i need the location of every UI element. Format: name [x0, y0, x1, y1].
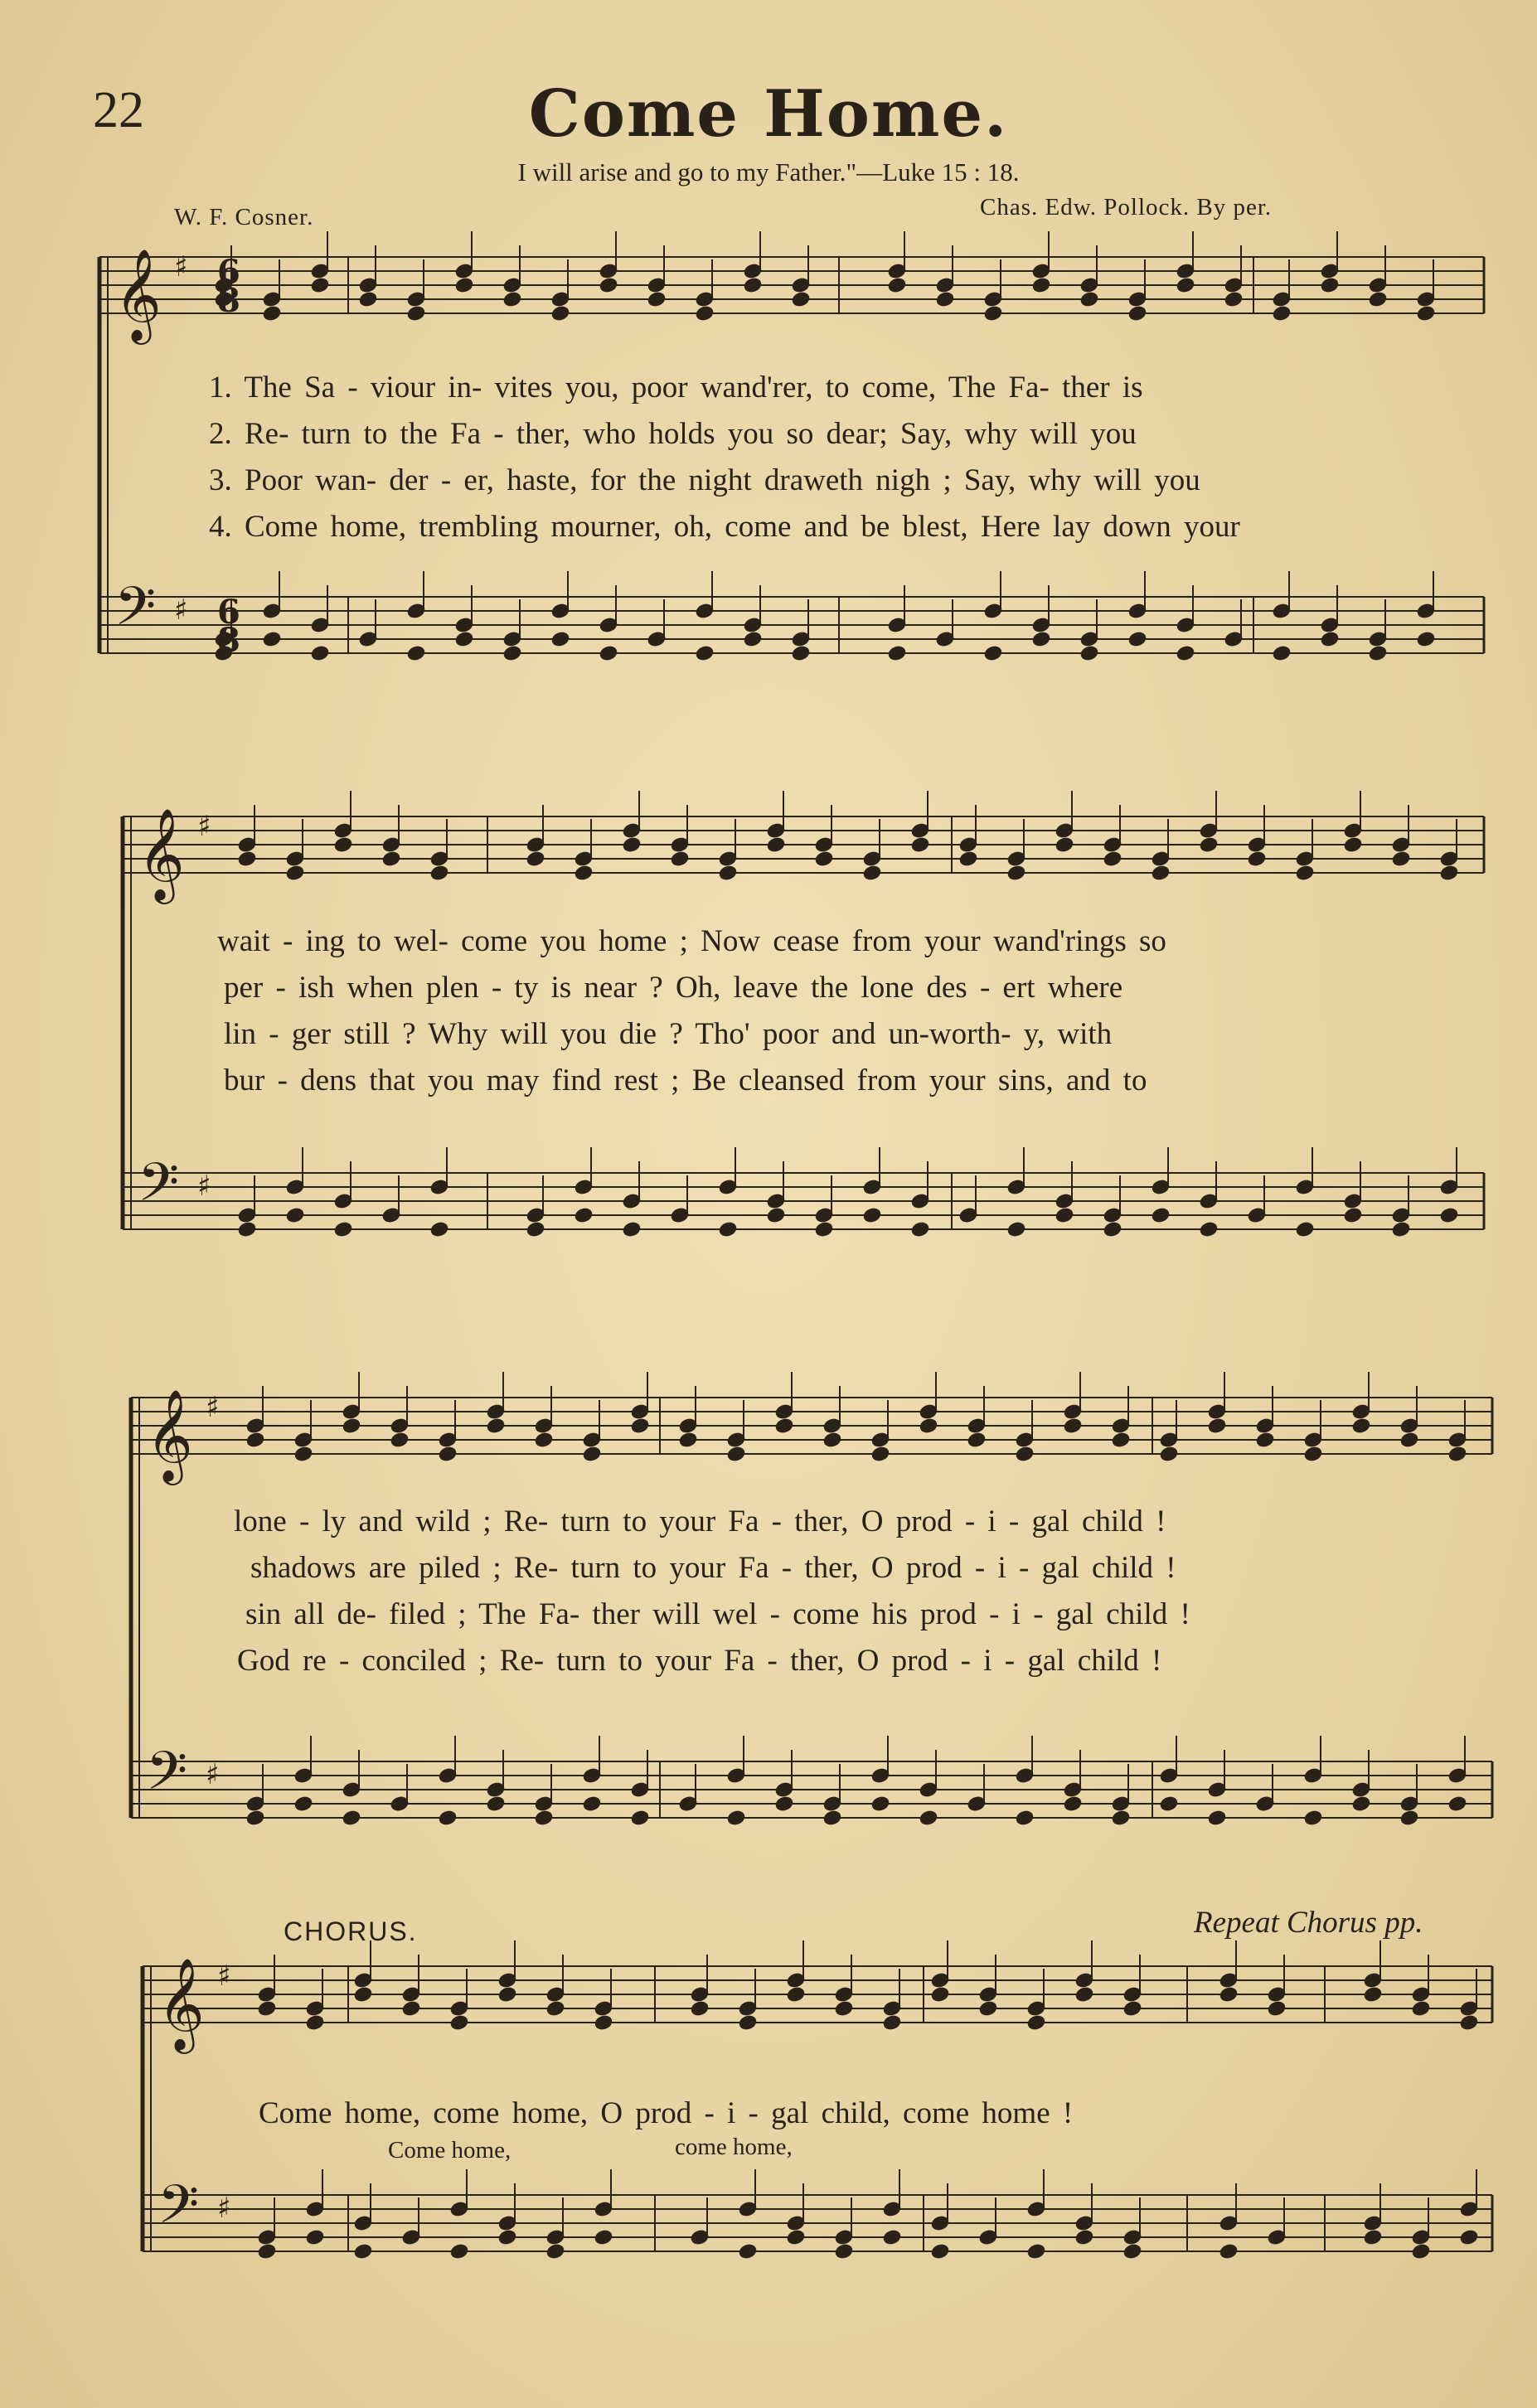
note-head-icon — [333, 836, 353, 854]
system1-verse-2: 2. Re- turn to the Fa - ther, who holds you so dear; Say, why will you — [209, 417, 1137, 451]
note-head-icon — [983, 305, 1003, 322]
note-head-icon — [695, 645, 715, 662]
note-head-icon — [870, 1795, 890, 1813]
note-head-icon — [1127, 631, 1147, 648]
note-head-icon — [237, 850, 257, 868]
system1-verse-1: 1. The Sa - viour in- vites you, poor wand'rer, to come, The Fa- ther is — [209, 371, 1143, 405]
treble-clef-icon: 𝄞 — [138, 807, 185, 900]
note-head-icon — [887, 645, 907, 662]
note-head-icon — [534, 1432, 554, 1449]
note-head-icon — [1151, 1207, 1171, 1224]
note-head-icon — [1320, 631, 1340, 648]
system1-verse-4: 4. Come home, trembling mourner, oh, come and be blest, Here lay down your — [209, 510, 1240, 544]
note-head-icon — [1411, 2243, 1431, 2260]
note-head-icon — [1063, 1795, 1083, 1813]
note-head-icon — [870, 1446, 890, 1463]
note-head-icon — [1159, 1446, 1179, 1463]
note-head-icon — [1127, 305, 1147, 322]
note-head-icon — [678, 1432, 698, 1449]
note-head-icon — [1122, 2000, 1142, 2018]
composer-credit: W. F. Cosner. — [174, 204, 314, 230]
note-head-icon — [935, 291, 955, 308]
note-head-icon — [670, 850, 690, 868]
note-head-icon — [1447, 1446, 1467, 1463]
note-head-icon — [978, 2000, 998, 2018]
note-head-icon — [862, 1207, 882, 1224]
note-head-icon — [333, 1221, 353, 1238]
note-head-icon — [594, 2014, 613, 2032]
treble-clef-icon: 𝄞 — [158, 1957, 205, 2050]
note-head-icon — [497, 2229, 517, 2246]
system2-verse-4: bur - dens that you may find rest ; Be cleansed from your sins, and to — [224, 1063, 1147, 1097]
note-head-icon — [1015, 1810, 1035, 1827]
note-head-icon — [1391, 1221, 1411, 1238]
bass-clef-icon: 𝄢 — [146, 1741, 188, 1815]
note-head-icon — [502, 291, 522, 308]
note-head-icon — [1176, 277, 1195, 294]
chorus-label: CHORUS. — [284, 1916, 418, 1946]
note-head-icon — [401, 2000, 421, 2018]
note-head-icon — [1006, 1221, 1026, 1238]
note-head-icon — [262, 305, 282, 322]
note-head-icon — [1272, 305, 1292, 322]
note-head-icon — [358, 291, 378, 308]
sharp-key-signature-icon: ♯ — [174, 594, 188, 627]
note-head-icon — [814, 1221, 834, 1238]
hymn-title: Come Home. — [528, 76, 1009, 152]
note-head-icon — [726, 1446, 746, 1463]
note-head-icon — [738, 2243, 758, 2260]
note-head-icon — [647, 291, 667, 308]
note-head-icon — [1368, 645, 1388, 662]
note-head-icon — [429, 865, 449, 882]
system3-verse-4: God re - conciled ; Re- turn to your Fa - ther, O prod - i - gal child ! — [237, 1644, 1162, 1678]
note-head-icon — [1343, 836, 1363, 854]
note-head-icon — [1199, 1221, 1219, 1238]
note-head-icon — [1122, 2243, 1142, 2260]
note-head-icon — [486, 1795, 506, 1813]
note-head-icon — [1320, 277, 1340, 294]
note-head-icon — [1074, 1986, 1094, 2003]
note-head-icon — [1159, 1795, 1179, 1813]
note-head-icon — [743, 631, 763, 648]
note-head-icon — [342, 1417, 361, 1435]
note-head-icon — [257, 2000, 277, 2018]
note-head-icon — [791, 645, 811, 662]
note-head-icon — [967, 1432, 987, 1449]
note-head-icon — [822, 1432, 842, 1449]
bass-clef-icon: 𝄢 — [158, 2174, 200, 2249]
note-head-icon — [1031, 277, 1051, 294]
note-head-icon — [1079, 645, 1099, 662]
note-head-icon — [406, 305, 426, 322]
note-head-icon — [1303, 1810, 1323, 1827]
note-head-icon — [1103, 850, 1122, 868]
sharp-key-signature-icon: ♯ — [174, 250, 188, 283]
note-head-icon — [502, 645, 522, 662]
treble-clef-icon: 𝄞 — [146, 1388, 193, 1481]
note-head-icon — [550, 305, 570, 322]
note-head-icon — [454, 277, 474, 294]
note-head-icon — [1103, 1221, 1122, 1238]
author-credit: Chas. Edw. Pollock. By per. — [980, 194, 1273, 220]
note-head-icon — [786, 1986, 806, 2003]
note-head-icon — [1459, 2229, 1479, 2246]
note-head-icon — [882, 2229, 902, 2246]
note-head-icon — [690, 2000, 710, 2018]
time-signature: 8 — [217, 621, 240, 660]
note-head-icon — [454, 631, 474, 648]
note-head-icon — [1399, 1810, 1419, 1827]
note-head-icon — [1026, 2014, 1046, 2032]
system1-verse-3: 3. Poor wan- der - er, haste, for the night draweth nigh ; Say, why will you — [209, 463, 1200, 497]
system2-verse-3: lin - ger still ? Why will you die ? Tho' poor and un-worth- y, with — [224, 1017, 1113, 1051]
note-head-icon — [1391, 850, 1411, 868]
note-head-icon — [1439, 865, 1459, 882]
time-signature: 8 — [217, 281, 240, 320]
note-head-icon — [1176, 645, 1195, 662]
note-head-icon — [1295, 1221, 1315, 1238]
system2-verse-1: wait - ing to wel- come you home ; Now cease from your wand'rings so — [217, 924, 1166, 958]
note-head-icon — [1207, 1417, 1227, 1435]
note-head-icon — [814, 850, 834, 868]
sharp-key-signature-icon: ♯ — [206, 1391, 220, 1424]
note-head-icon — [1015, 1446, 1035, 1463]
note-head-icon — [718, 1221, 738, 1238]
note-head-icon — [1224, 291, 1244, 308]
note-head-icon — [582, 1795, 602, 1813]
note-head-icon — [574, 1207, 594, 1224]
note-head-icon — [786, 2229, 806, 2246]
note-head-icon — [1151, 865, 1171, 882]
note-head-icon — [822, 1810, 842, 1827]
note-head-icon — [390, 1432, 410, 1449]
note-head-icon — [599, 277, 618, 294]
note-head-icon — [293, 1446, 313, 1463]
note-head-icon — [429, 1221, 449, 1238]
note-head-icon — [1303, 1446, 1323, 1463]
sharp-key-signature-icon: ♯ — [217, 1960, 231, 1993]
note-head-icon — [582, 1446, 602, 1463]
scripture-reference: I will arise and go to my Father."—Luke 15 : 18. — [517, 157, 1020, 187]
note-head-icon — [438, 1446, 458, 1463]
bass-clef-icon: 𝄢 — [114, 576, 157, 651]
note-head-icon — [550, 631, 570, 648]
note-head-icon — [1343, 1207, 1363, 1224]
system3-verse-3: sin all de- filed ; The Fa- ther will wel - come his prod - i - gal child ! — [245, 1597, 1190, 1631]
note-head-icon — [545, 2000, 565, 2018]
note-head-icon — [1459, 2014, 1479, 2032]
note-head-icon — [310, 277, 330, 294]
note-head-icon — [1219, 1986, 1239, 2003]
note-head-icon — [930, 1986, 950, 2003]
note-head-icon — [1411, 2000, 1431, 2018]
note-head-icon — [1031, 631, 1051, 648]
note-head-icon — [738, 2014, 758, 2032]
system2-verse-2: per - ish when plen - ty is near ? Oh, leave the lone des - ert where — [224, 971, 1123, 1005]
note-head-icon — [718, 865, 738, 882]
note-head-icon — [1416, 305, 1436, 322]
note-head-icon — [534, 1810, 554, 1827]
note-head-icon — [1363, 2229, 1383, 2246]
note-head-icon — [449, 2243, 469, 2260]
note-head-icon — [930, 2243, 950, 2260]
note-head-icon — [245, 1810, 265, 1827]
note-head-icon — [381, 850, 401, 868]
bass-clef-icon: 𝄢 — [138, 1152, 180, 1227]
note-head-icon — [726, 1810, 746, 1827]
note-head-icon — [594, 2229, 613, 2246]
note-head-icon — [1079, 291, 1099, 308]
note-head-icon — [1074, 2229, 1094, 2246]
note-head-icon — [1055, 1207, 1074, 1224]
note-head-icon — [743, 277, 763, 294]
note-head-icon — [353, 2243, 373, 2260]
note-head-icon — [958, 850, 978, 868]
note-head-icon — [237, 1221, 257, 1238]
note-head-icon — [774, 1417, 794, 1435]
note-head-icon — [497, 1986, 517, 2003]
note-head-icon — [293, 1795, 313, 1813]
note-head-icon — [630, 1810, 650, 1827]
note-head-icon — [310, 645, 330, 662]
note-head-icon — [438, 1810, 458, 1827]
note-head-icon — [406, 645, 426, 662]
note-head-icon — [526, 850, 545, 868]
note-head-icon — [1055, 836, 1074, 854]
note-head-icon — [1447, 1795, 1467, 1813]
note-head-icon — [1006, 865, 1026, 882]
note-head-icon — [882, 2014, 902, 2032]
note-head-icon — [1351, 1417, 1371, 1435]
note-head-icon — [766, 1207, 786, 1224]
sharp-key-signature-icon: ♯ — [197, 810, 211, 843]
note-head-icon — [1439, 1207, 1459, 1224]
system3-verse-2: shadows are piled ; Re- turn to your Fa - ther, O prod - i - gal child ! — [250, 1551, 1176, 1585]
sharp-key-signature-icon: ♯ — [197, 1170, 211, 1203]
chorus-lyric: Come home, come home, O prod - i - gal child, come home ! — [259, 2096, 1074, 2130]
note-head-icon — [919, 1417, 938, 1435]
note-head-icon — [1416, 631, 1436, 648]
note-head-icon — [791, 291, 811, 308]
note-head-icon — [910, 836, 930, 854]
note-head-icon — [1026, 2243, 1046, 2260]
time-signature: 6 — [217, 253, 240, 292]
note-head-icon — [1255, 1432, 1275, 1449]
note-head-icon — [622, 836, 642, 854]
note-head-icon — [353, 1986, 373, 2003]
note-head-icon — [919, 1810, 938, 1827]
note-head-icon — [887, 277, 907, 294]
note-head-icon — [574, 865, 594, 882]
note-head-icon — [1351, 1795, 1371, 1813]
note-head-icon — [342, 1810, 361, 1827]
note-head-icon — [983, 645, 1003, 662]
note-head-icon — [599, 645, 618, 662]
sharp-key-signature-icon: ♯ — [217, 2192, 231, 2225]
sharp-key-signature-icon: ♯ — [206, 1758, 220, 1791]
note-head-icon — [1295, 865, 1315, 882]
note-head-icon — [910, 1221, 930, 1238]
chorus-echo-2: come home, — [675, 2134, 793, 2160]
note-head-icon — [774, 1795, 794, 1813]
note-head-icon — [245, 1432, 265, 1449]
note-head-icon — [622, 1221, 642, 1238]
note-head-icon — [1063, 1417, 1083, 1435]
note-head-icon — [1219, 2243, 1239, 2260]
note-head-icon — [1111, 1810, 1131, 1827]
note-head-icon — [1399, 1432, 1419, 1449]
note-head-icon — [862, 865, 882, 882]
note-head-icon — [262, 631, 282, 648]
note-head-icon — [285, 865, 305, 882]
note-head-icon — [834, 2000, 854, 2018]
time-signature: 6 — [217, 593, 240, 632]
note-head-icon — [526, 1221, 545, 1238]
note-head-icon — [257, 2243, 277, 2260]
note-head-icon — [695, 305, 715, 322]
note-head-icon — [1363, 1986, 1383, 2003]
repeat-chorus-note: Repeat Chorus pp. — [1194, 1906, 1423, 1940]
note-head-icon — [1199, 836, 1219, 854]
note-head-icon — [1368, 291, 1388, 308]
note-head-icon — [766, 836, 786, 854]
note-head-icon — [486, 1417, 506, 1435]
treble-clef-icon: 𝄞 — [114, 248, 162, 341]
note-head-icon — [1207, 1810, 1227, 1827]
page-number: 22 — [93, 82, 144, 138]
note-head-icon — [630, 1417, 650, 1435]
system3-verse-1: lone - ly and wild ; Re- turn to your Fa - ther, O prod - i - gal child ! — [234, 1504, 1166, 1538]
note-head-icon — [834, 2243, 854, 2260]
note-head-icon — [305, 2014, 325, 2032]
chorus-echo-1: Come home, — [388, 2137, 512, 2163]
note-head-icon — [1267, 2000, 1287, 2018]
note-head-icon — [545, 2243, 565, 2260]
note-head-icon — [1272, 645, 1292, 662]
note-head-icon — [1111, 1432, 1131, 1449]
note-head-icon — [285, 1207, 305, 1224]
note-head-icon — [1247, 850, 1267, 868]
note-head-icon — [449, 2014, 469, 2032]
note-head-icon — [305, 2229, 325, 2246]
